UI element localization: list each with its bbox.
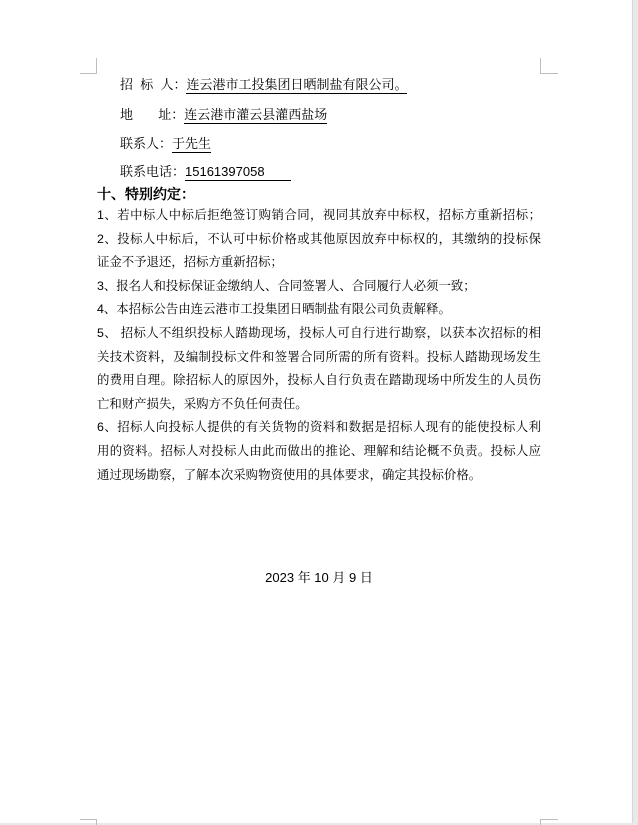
clause-line: 2、投标人中标后，不认可中标价格或其他原因放弃中标权的，其缴纳的投标保	[97, 231, 541, 246]
clause-line: 5、 招标人不组织投标人踏勘现场，投标人可自行进行勘察，以获本次招标的相	[97, 325, 541, 340]
contact-line-person	[120, 136, 211, 152]
contact-value: 连云港市灌云县灌西盐场	[184, 107, 328, 122]
clause-line: 通过现场勘察，了解本次采购物资使用的具体要求，确定其投标价格。	[97, 467, 482, 482]
contact-label: 地 址：	[120, 107, 185, 122]
clause-line: 6、招标人向投标人提供的有关货物的资料和数据是招标人现有的能使投标人利	[97, 420, 541, 435]
contact-value: 于先生	[172, 136, 212, 151]
contact-label: 联系人：	[120, 136, 173, 151]
clause-line: 关技术资料，及编制投标文件和签署合同所需的所有资料。投标人踏勘现场发生	[97, 349, 541, 364]
contact-value: 连云港市工投集团日晒制盐有限公司。	[186, 77, 408, 92]
contact-label: 招 标 人：	[120, 77, 187, 92]
contact-value: 15161397058	[185, 164, 291, 181]
section-title: 十、特别约定：	[97, 186, 195, 202]
contact-line-bidder	[120, 77, 407, 93]
clause-line: 用的资料。招标人对投标人由此而做出的推论、理解和结论概不负责。投标人应	[97, 443, 541, 458]
contact-line-address	[120, 107, 327, 123]
clause-line: 4、本招标公告由连云港市工投集团日晒制盐有限公司负责解释。	[97, 302, 451, 317]
margin-mark-top-left	[80, 58, 97, 74]
special-terms-block	[97, 204, 541, 487]
clause-line: 亡和财产损失，采购方不负任何责任。	[97, 396, 308, 411]
clause-line: 1、若中标人中标后拒绝签订购销合同，视同其放弃中标权，招标方重新招标；	[97, 208, 541, 222]
margin-mark-top-right	[540, 58, 558, 74]
margin-mark-bottom-left	[80, 819, 97, 825]
contact-label: 联系电话：	[120, 164, 186, 179]
clause-line: 证金不予退还，招标方重新招标；	[97, 255, 283, 270]
clause-line: 3、报名人和投标保证金缴纳人、合同签署人、合同履行人必须一致；	[97, 278, 476, 293]
contact-line-phone	[120, 164, 291, 180]
document-date: 2023 年 10 月 9 日	[265, 570, 373, 585]
margin-mark-bottom-right	[540, 819, 558, 825]
clause-line: 的费用自理。除招标人的原因外，投标人自行负责在踏勘现场中所发生的人员伤	[97, 373, 541, 388]
